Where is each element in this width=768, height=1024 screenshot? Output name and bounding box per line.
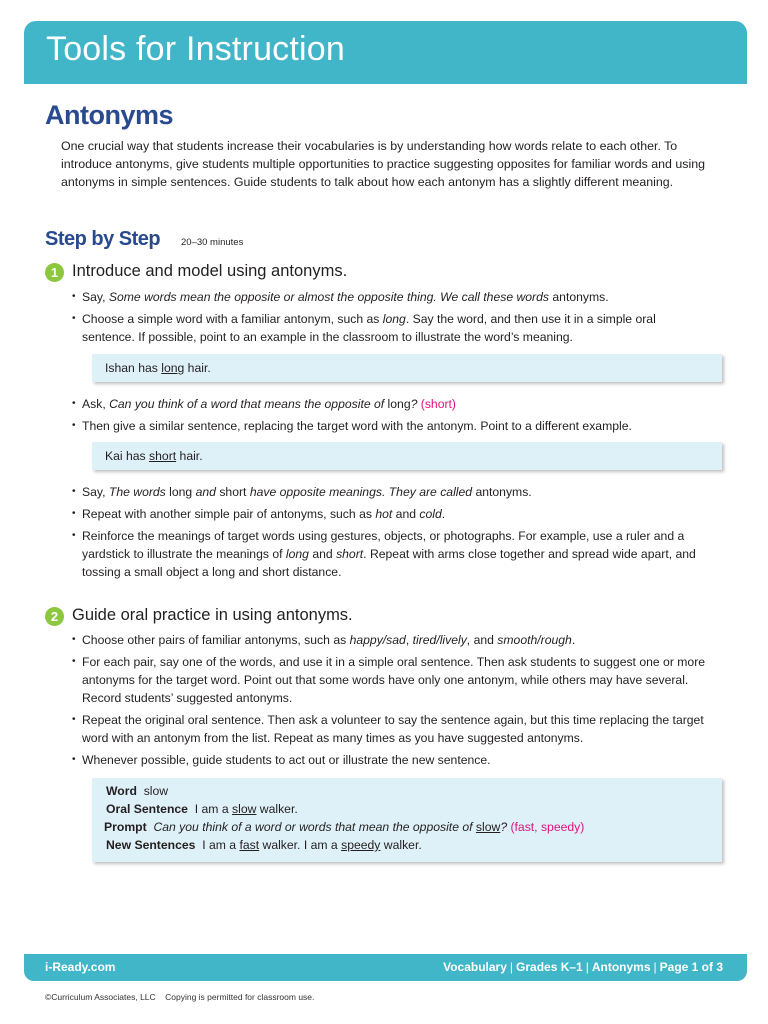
copyright-text: ©Curriculum Associates, LLC Copying is permitted for classroom use.	[45, 992, 315, 1002]
list-item: • Repeat with another simple pair of antonyms, such as hot and cold.	[72, 505, 712, 523]
breadcrumb-item: Grades K–1	[516, 960, 583, 974]
box-word-row: Word slow	[106, 784, 169, 798]
list-item: • Choose a simple word with a familiar antonym, such as long. Say the word, and then use it in a simple oral sentence. If possible, point to an example in the classroom to illustrate the word’s meaning.	[72, 310, 712, 346]
list-item: • Repeat the original oral sentence. Then ask a volunteer to say the sentence again, but this time replacing the target word with an antonym from the list. Repeat as many times as you have suggested antonyms.	[72, 711, 712, 747]
list-item: • Then give a similar sentence, replacing the target word with the antonym. Point to a different example.	[72, 417, 712, 435]
footer-site-link[interactable]: i-Ready.com	[45, 960, 116, 974]
example-box-3	[92, 778, 722, 862]
box-oral-row: Oral Sentence I am a slow walker.	[106, 802, 298, 816]
step-number-1-icon: 1	[45, 263, 64, 282]
breadcrumb-item: Antonyms	[591, 960, 651, 974]
breadcrumb-separator: |	[653, 960, 657, 974]
breadcrumb-item: Vocabulary	[443, 960, 507, 974]
breadcrumb-separator: |	[585, 960, 589, 974]
list-item: • Ask, Can you think of a word that means the opposite of long? (short)	[72, 395, 712, 413]
intro-paragraph: One crucial way that students increase their vocabularies is by understanding how words relate to each other. To introduce antonyms, give students multiple opportunities to practice suggesting opposites for familiar words and using antonyms in simple sentences. Guide students to talk about how each antonym has a slightly different meaning.	[61, 139, 705, 190]
list-item: • For each pair, say one of the words, and use it in a simple oral sentence. Then ask students to suggest one or more antonyms for the target word. Point out that some words have only one antonym, while others may have several. Record students’ suggested antonyms.	[72, 653, 712, 707]
footer-breadcrumb	[443, 960, 723, 974]
list-item: • Say, Some words mean the opposite or almost the opposite thing. We call these words antonyms.	[72, 288, 712, 306]
header-title: Tools for Instruction	[46, 30, 345, 68]
example-box-1: Ishan has long hair.	[92, 354, 722, 382]
section-1-bullets-a	[72, 288, 712, 350]
section-2-title: Guide oral practice in using antonyms.	[72, 606, 353, 624]
box-prompt-row: Prompt Can you think of a word or words that mean the opposite of slow? (fast, speedy)	[104, 820, 585, 834]
section-1-title: Introduce and model using antonyms.	[72, 262, 348, 280]
page-title: Antonyms	[45, 100, 174, 130]
list-item: • Reinforce the meanings of target words using gestures, objects, or photographs. For example, use a ruler and a yardstick to illustrate the meanings of long and short. Repeat with arms close together and spread wide apart, and tossing a small object a long and short distance.	[72, 527, 712, 581]
box-new-row: New Sentences I am a fast walker. I am a speedy walker.	[106, 838, 422, 852]
step-time: 20–30 minutes	[181, 237, 244, 248]
section-1-bullets-b	[72, 395, 712, 439]
footer-bar	[24, 954, 747, 981]
list-item: • Choose other pairs of familiar antonyms, such as happy/sad, tired/lively, and smooth/rough.	[72, 631, 712, 649]
step-by-step-heading: Step by Step	[45, 228, 161, 250]
breadcrumb-separator: |	[509, 960, 514, 974]
list-item: • Whenever possible, guide students to act out or illustrate the new sentence.	[72, 751, 712, 769]
breadcrumb-item: Page 1 of 3	[659, 960, 723, 974]
step-number-2-icon: 2	[45, 607, 64, 626]
section-1-bullets-c	[72, 483, 712, 585]
section-2-bullets	[72, 631, 712, 773]
list-item: • Say, The words long and short have opposite meanings. They are called antonyms.	[72, 483, 712, 501]
example-box-2: Kai has short hair.	[92, 442, 722, 470]
